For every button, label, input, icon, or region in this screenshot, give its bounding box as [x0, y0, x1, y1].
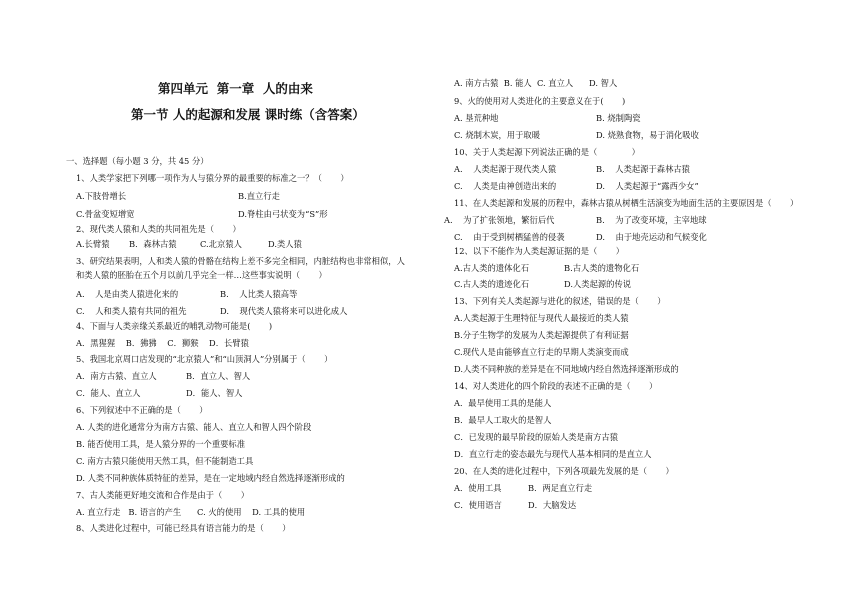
- question-12: 12、以下不能作为人类起源证据的是（ ）: [454, 246, 625, 256]
- q2-option-c: C.北京猿人: [200, 239, 242, 249]
- q12-option-b: B.古人类的遗物化石: [564, 263, 640, 273]
- q10-option-c: C. 人类是由神创造出来的: [454, 181, 557, 191]
- q20-option-d: D．大脑发达: [528, 500, 577, 510]
- question-20: 20、在人类的进化过程中，下列各项最先发展的是（ ）: [454, 466, 674, 476]
- unit-title: 第四单元 第一章 人的由来: [158, 81, 313, 96]
- q7-options: A. 直立行走 B. 语言的产生 C. 火的使用 D. 工具的使用: [76, 507, 306, 517]
- q14-option-b: B．最早人工取火的是智人: [454, 415, 552, 425]
- q14-option-c: C．已发现的最早阶段的原始人类是南方古猿: [454, 432, 618, 442]
- q3-option-d: D. 现代类人猿将来可以进化成人: [220, 306, 348, 316]
- q9-option-c: C. 烧制木炭，用于取暖: [454, 130, 540, 140]
- q11-option-b: B. 为了改变环境，主宰地球: [596, 215, 707, 225]
- question-5: 5、我国北京周口店发现的“北京猿人”和“山顶洞人”分别属于（ ）: [76, 354, 333, 364]
- q5-option-c: C．能人、直立人: [76, 388, 141, 398]
- q20-option-b: B．两足直立行走: [528, 483, 593, 493]
- q20-option-c: C．使用语言: [454, 500, 502, 510]
- q20-option-a: A．使用工具: [454, 483, 502, 493]
- q8-options: A. 南方古猿 B. 能人 C. 直立人 D. 智人: [454, 78, 618, 88]
- q13-option-d: D.人类不同种族的差异是在不同地域内经自然选择逐渐形成的: [454, 364, 679, 374]
- q3-option-c: C. 人和类人猿有共同的祖先: [76, 306, 187, 316]
- question-10: 10、关于人类起源下列说法正确的是（ ）: [454, 147, 640, 157]
- q9-option-b: B. 烧制陶瓷: [596, 113, 641, 123]
- q2-option-a: A.长臂猿: [76, 239, 110, 249]
- q9-option-a: A. 垦荒种地: [454, 113, 499, 123]
- q6-option-c: C. 南方古猿只能使用天然工具，但不能制造工具: [76, 456, 254, 466]
- question-6: 6、下列叙述中不正确的是（ ）: [76, 405, 208, 415]
- q2-option-b: B．森林古猿: [129, 239, 177, 249]
- q10-option-b: B. 人类起源于森林古猿: [596, 164, 690, 174]
- q5-option-b: B．直立人、智人: [186, 371, 251, 381]
- question-11: 11、在人类起源和发展的历程中，森林古猿从树栖生活演变为地面生活的主要原因是（ ）: [454, 198, 799, 208]
- q11-option-a: A. 为了扩张领地，繁衍后代: [444, 215, 555, 225]
- q6-option-d: D. 人类不同种族体质特征的差异，是在一定地域内经自然选择逐渐形成的: [76, 473, 345, 483]
- q11-option-c: C. 由于受到树栖猛兽的侵袭: [454, 232, 565, 242]
- q12-option-c: C.古人类的遗迹化石: [454, 279, 530, 289]
- q6-option-b: B. 能否使用工具，是人猿分界的一个重要标准: [76, 439, 246, 449]
- q14-option-a: A．最早使用工具的是能人: [454, 398, 552, 408]
- q13-option-a: A.人类起源于生理特征与现代人最接近的类人猿: [454, 313, 629, 323]
- q13-option-b: B.分子生物学的发展为人类起源提供了有利证据: [454, 330, 629, 340]
- q2-option-d: D.类人猿: [268, 239, 302, 249]
- q10-option-d: D. 人类起源于“露西少女”: [596, 181, 699, 191]
- q5-option-d: D．能人、智人: [186, 388, 243, 398]
- q1-option-b: B.直立行走: [238, 191, 280, 201]
- q3-option-a: A. 人是由类人猿进化来的: [76, 289, 179, 299]
- question-1: 1、人类学家把下列哪一项作为人与猿分界的最重要的标准之一？（ ）: [76, 173, 349, 183]
- question-8: 8、人类进化过程中，可能已经具有语言能力的是（ ）: [76, 523, 291, 533]
- q12-option-a: A.古人类的遗体化石: [454, 263, 530, 273]
- q14-option-d: D．直立行走的姿态最先与现代人基本相同的是直立人: [454, 449, 652, 459]
- question-14: 14、对人类进化的四个阶段的表述不正确的是（ ）: [454, 381, 658, 391]
- q12-option-d: D.人类起源的传说: [564, 279, 632, 289]
- q10-option-a: A. 人类起源于现代类人猿: [454, 164, 557, 174]
- question-9: 9、火的使用对人类进化的主要意义在于( ): [454, 96, 626, 106]
- question-3-line1: 3、研究结果表明，人和类人猿的骨骼在结构上差不多完全相同，内脏结构也非常相似，人: [76, 256, 405, 266]
- q13-option-c: C.现代人是由能够直立行走的早期人类演变而成: [454, 347, 629, 357]
- question-13: 13、下列有关人类起源与进化的叙述，错误的是（ ）: [454, 296, 666, 306]
- q11-option-d: D. 由于地壳运动和气候变化: [596, 232, 707, 242]
- question-3-line2: 和类人猿的胚胎在五个月以前几乎完全一样…这些事实说明（ ）: [76, 270, 327, 280]
- section-heading: 一、选择题（每小题 3 分，共 45 分）: [66, 156, 209, 166]
- q9-option-d: D. 烧熟食物，易于消化吸收: [596, 130, 699, 140]
- q3-option-b: B. 人比类人猿高等: [220, 289, 298, 299]
- q6-option-a: A. 人类的进化通常分为南方古猿、能人、直立人和智人四个阶段: [76, 422, 312, 432]
- q1-option-d: D.脊柱由弓状变为“S”形: [238, 209, 328, 219]
- question-7: 7、古人类能更好地交流和合作是由于（ ）: [76, 490, 250, 500]
- q5-option-a: A．南方古猿、直立人: [76, 371, 157, 381]
- q1-option-a: A.下肢骨增长: [76, 191, 127, 201]
- question-2: 2、现代类人猿和人类的共同祖先是（ ）: [76, 224, 241, 234]
- q1-option-c: C.骨盆变短增宽: [76, 209, 135, 219]
- question-4: 4、下面与人类亲缘关系最近的哺乳动物可能是( ): [76, 321, 273, 331]
- q4-options: A．黑猩猩 B．狒狒 C．狮猴 D．长臂猿: [76, 338, 249, 348]
- lesson-title: 第一节 人的起源和发展 课时练（含答案）: [131, 107, 365, 122]
